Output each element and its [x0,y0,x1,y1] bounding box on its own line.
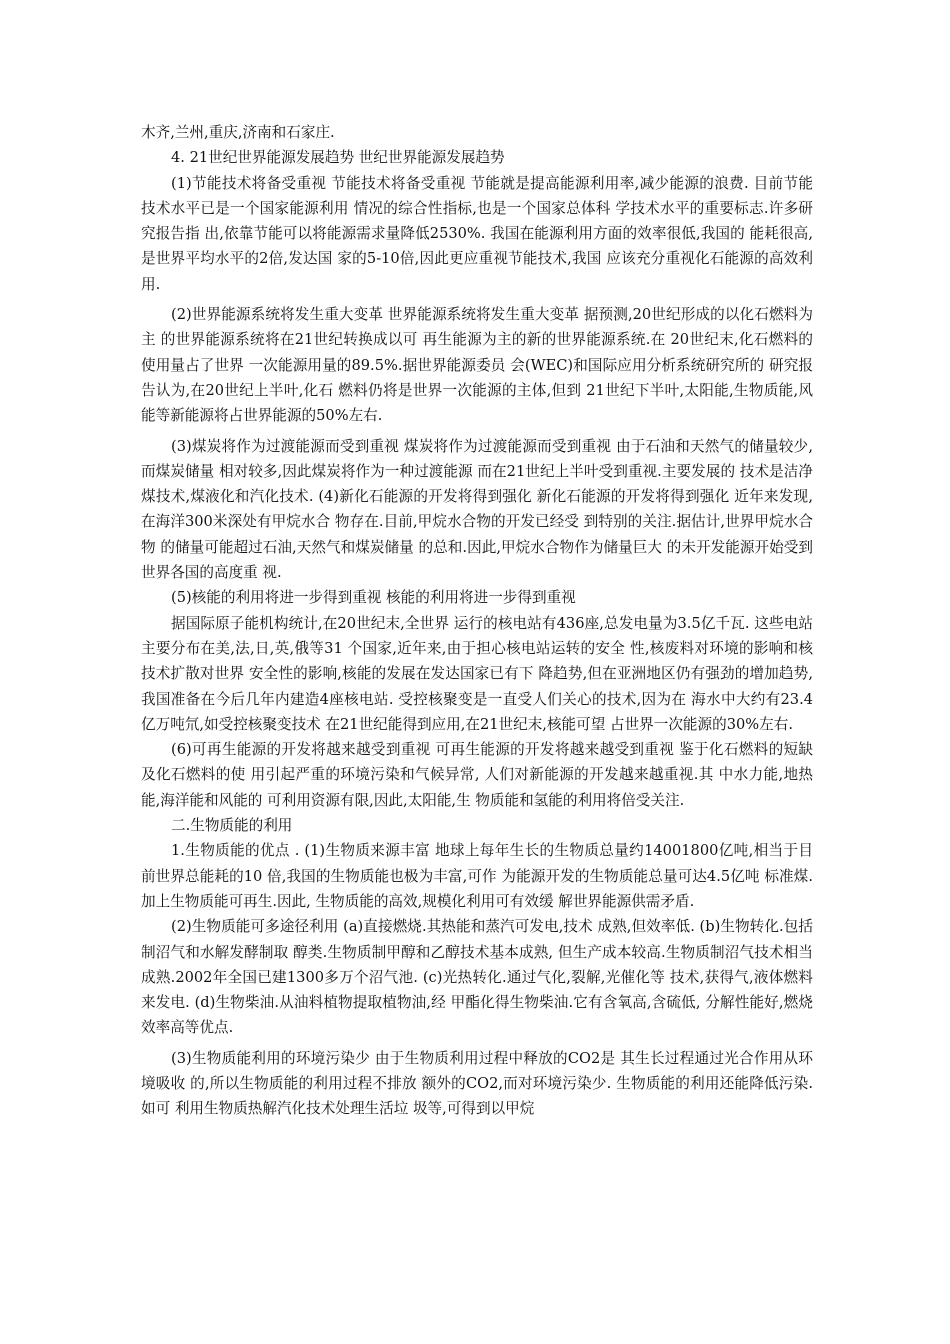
paragraph-renewable-energy: (6)可再生能源的开发将越来越受到重视 可再生能源的开发将越来越受到重视 鉴于化石燃料的短缺及化石燃料的使 用引起严重的环境污染和气候异常, 人们对新能源的开发越来越重视.其 中水力能,地热能,海洋能和风能的 可利用资源有限,因此,太阳能,生 物质能和氢能的利用将倍受关注. [141,741,813,809]
document-page [141,120,813,1122]
paragraph-coal-transition: (3)煤炭将作为过渡能源而受到重视 煤炭将作为过渡能源而受到重视 由于石油和天然气的储量较少,而煤炭储量 相对较多,因此煤炭将作为一种过渡能源 而在21世纪上半叶受到重视.主要发展的 技术是洁净煤技术,煤液化和汽化技术. (4)新化石能源的开发将得到强化 新化石能源的开发将得到强化 近年来发现,在海洋300米深处有甲烷水合 物存在.目前,甲烷水合物的开发已经受 到特别的关注.据估计,世界甲烷水合物 的储量可能超过石油,天然气和煤炭储量 的总和.因此,甲烷水合物作为储量巨大 的未开发能源开始受到世界各国的高度重 视. [141,437,813,582]
paragraph-energy-system-change: (2)世界能源系统将发生重大变革 世界能源系统将发生重大变革 据预测,20世纪形成的以化石燃料为主 的世界能源系统将在21世纪转换成以可 再生能源为主的新的世界能源系统.在 20世纪末,化石燃料的使用量占了世界 一次能源用量的89.5%.据世界能源委员 会(WEC)和国际应用分析系统研究所的 研究报告认为,在20世纪上半叶,化石 燃料仍将是世界一次能源的主体,但到 21世纪下半叶,太阳能,生物质能,风 能等新能源将占世界能源的50%左右. [141,306,813,425]
paragraph-energy-saving: (1)节能技术将备受重视 节能技术将备受重视 节能就是提高能源利用率,减少能源的浪费. 目前节能技术水平已是一个国家能源利用 情况的综合性指标,也是一个国家总体科 学技术水平的重要标志.许多研究报告指 出,依靠节能可以将能源需求量降低2530%. 我国在能源利用方面的效率很低,我国的 能耗很高,是世界平均水平的2倍,发达国 家的5-10倍,因此更应重视节能技术,我国 应该充分重视化石能源的高效利用. [141,174,813,293]
paragraph-biomass-uses: (2)生物质能可多途径利用 (a)直接燃烧.其热能和蒸汽可发电,技术 成熟,但效率低. (b)生物转化.包括制沼气和水解发酵制取 醇类.生物质制甲醇和乙醇技术基本成熟, 但生产成本较高.生物质制沼气技术相当 成熟.2002年全国已建1300多万个沼气池. (c)光热转化.通过气化,裂解,光催化等 技术,获得气,液体燃料来发电. (d)生物柴油.从油料植物提取植物油,经 甲酯化得生物柴油.它有含氧高,含硫低, 分解性能好,燃烧效率高等优点. [141,918,813,1037]
paragraph-city-list: 木齐,兰州,重庆,济南和石家庄. [141,124,335,141]
heading-nuclear-energy: (5)核能的利用将进一步得到重视 核能的利用将进一步得到重视 [171,589,576,607]
heading-energy-trends: 4. 21世纪世界能源发展趋势 世纪世界能源发展趋势 [171,149,505,167]
paragraph-biomass-environment: (3)生物质能利用的环境污染少 由于生物质利用过程中释放的CO2是 其生长过程通过光合作用从环境吸收 的,所以生物质能的利用过程不排放 额外的CO2,而对环境污染少. 生物质能的利用还能降低污染.如可 利用生物质热解汽化技术处理生活垃 圾等,可得到以甲烷 [141,1049,813,1118]
paragraph-biomass-advantages: 1.生物质能的优点 . (1)生物质来源丰富 地球上每年生长的生物质总量约14001800亿吨,相当于目前世界总能耗的10 倍,我国的生物质能也极为丰富,可作 为能源开发的生物质能总量可达4.5亿吨 标准煤.加上生物质能可再生.因此, 生物质能的高效,规模化利用可有效缓 解世界能源供需矛盾. [141,842,813,910]
paragraph-nuclear-stats: 据国际原子能机构统计,在20世纪末,全世界 运行的核电站有436座,总发电量为3.5亿千瓦. 这些电站主要分布在美,法,日,英,俄等31 个国家,近年来,由于担心核电站运转的安全 性,核废料对环境的影响和核技术扩散对世界 安全性的影响,核能的发展在发达国家已有下 降趋势,但在亚洲地区仍有强劲的增加趋势, 我国准备在今后几年内建造4座核电站. 受控核聚变是一直受人们关心的技术,因为在 海水中大约有23.4亿万吨氘,如受控核聚变技术 在21世纪能得到应用,在21世纪末,核能可望 占世界一次能源的30%左右. [141,614,813,733]
heading-biomass-use: 二.生物质能的利用 [171,817,293,835]
